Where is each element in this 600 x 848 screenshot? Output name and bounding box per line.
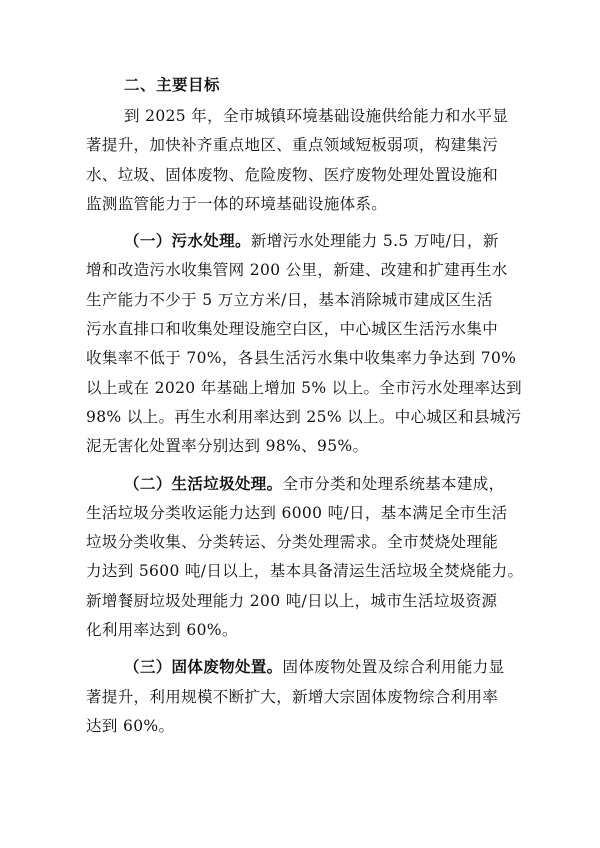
text-line: 泥无害化处置率分别达到 98%、95%。 <box>86 437 369 456</box>
text-line: 化利用率达到 60%。 <box>86 621 238 640</box>
solid-waste-paragraph <box>86 653 526 741</box>
text-line: 著提升，利用规模不断扩大，新增大宗固体废物综合利用率 <box>86 687 499 706</box>
text-line: 新增餐厨垃圾处理能力 200 吨/日以上，城市生活垃圾资源 <box>86 591 498 610</box>
text-line: 达到 60%。 <box>86 716 175 735</box>
waste-paragraph <box>86 470 526 646</box>
text-line: 到 2025 年，全市城镇环境基础设施供给能力和水平显 <box>124 107 509 125</box>
text-line: 生活垃圾分类收运能力达到 6000 吨/日，基本满足全市生活 <box>86 503 508 522</box>
document-page <box>86 70 526 749</box>
sewage-paragraph <box>86 227 526 461</box>
text-line: 98% 以上。再生水利用率达到 25% 以上。中心城区和县城污 <box>86 407 522 426</box>
paragraph-first-line <box>86 653 526 682</box>
subsection-title-solid-waste: （三）固体废物处置。 <box>124 658 283 677</box>
subsection-title-sewage: （一）污水处理。 <box>124 232 251 251</box>
text-line: 水、垃圾、固体废物、危险废物、医疗废物处理处置设施和 <box>86 165 499 184</box>
text-line: 收集率不低于 70%，各县生活污水集中收集率力争达到 70% <box>86 349 517 368</box>
paragraph-first-line <box>86 227 526 256</box>
text-line-rest: 全市分类和处理系统基本建成， <box>282 474 505 493</box>
intro-paragraph <box>86 102 526 219</box>
text-line: 著提升，加快补齐重点地区、重点领域短板弱项，构建集污 <box>86 136 499 155</box>
text-line: 力达到 5600 吨/日以上，基本具备清运生活垃圾全焚烧能力。 <box>86 562 524 581</box>
text-line: 污水直排口和收集处理设施空白区，中心城区生活污水集中 <box>86 320 499 339</box>
subsection-title-waste: （二）生活垃圾处理。 <box>124 474 283 493</box>
text-line: 垃圾分类收集、分类转运、分类处理需求。全市焚烧处理能 <box>86 533 499 552</box>
text-line: 以上或在 2020 年基础上增加 5% 以上。全市污水处理率达到 <box>86 378 522 397</box>
text-line: 监测监管能力于一体的环境基础设施体系。 <box>86 194 388 213</box>
text-line: 生产能力不少于 5 万立方米/日，基本消除城市建成区生活 <box>86 290 493 309</box>
text-line-rest: 固体废物处置及综合利用能力显 <box>282 658 505 677</box>
section-heading: 二、主要目标 <box>124 76 221 94</box>
text-line-rest: 新增污水处理能力 5.5 万吨/日，新 <box>250 232 499 251</box>
text-line: 增和改造污水收集管网 200 公里，新建、改建和扩建再生水 <box>86 261 508 280</box>
paragraph-first-line <box>86 470 526 499</box>
